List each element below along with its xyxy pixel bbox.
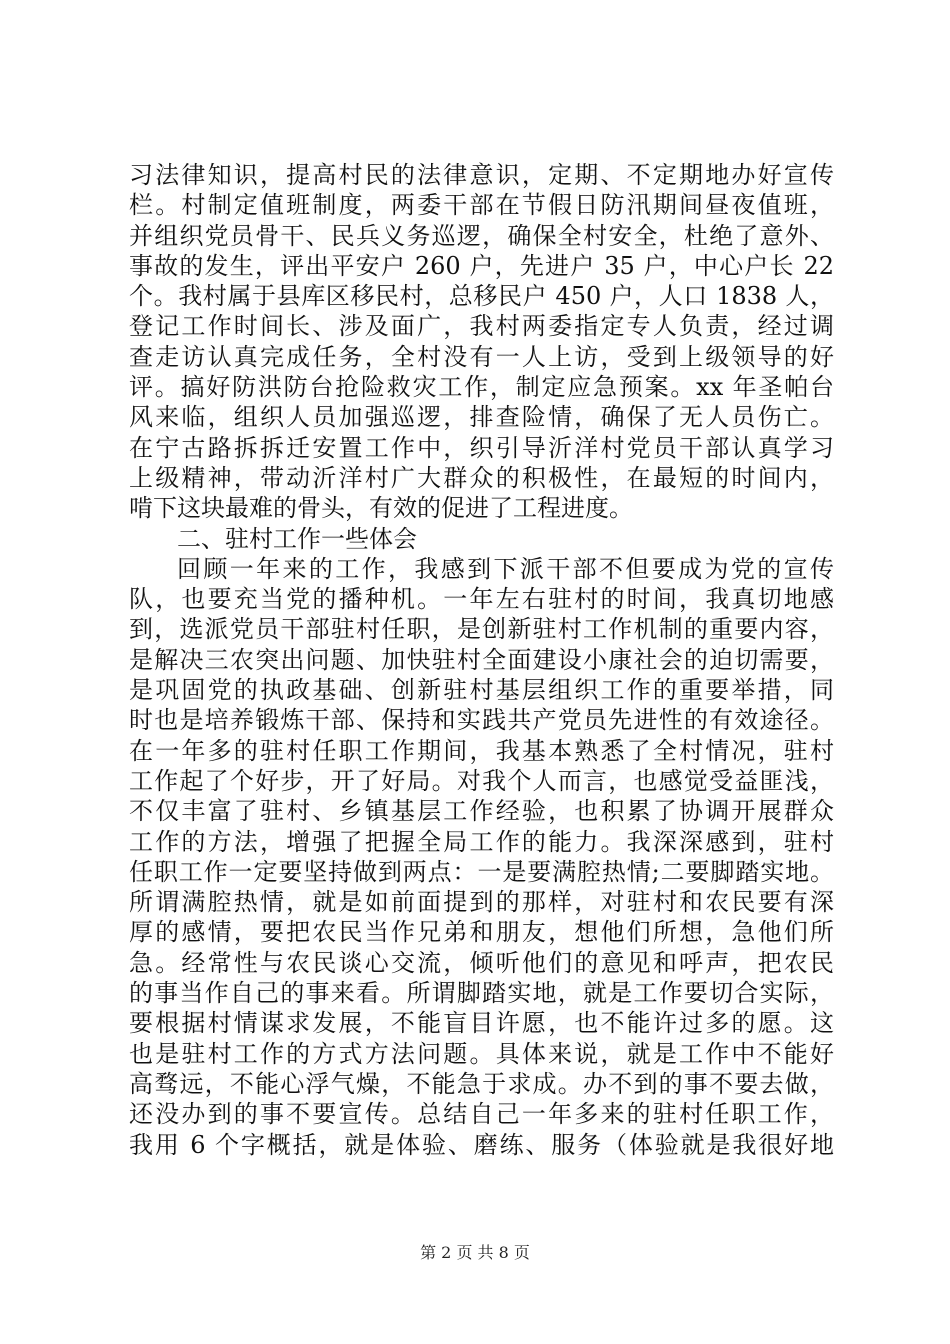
text-line: 还没办到的事不要宣传。总结自己一年多来的驻村任职工作，	[129, 1100, 834, 1129]
text-line: 任职工作一定要坚持做到两点：一是要满腔热情;二要脚踏实地。	[129, 857, 834, 886]
text-line: 高骛远，不能心浮气燥，不能急于求成。办不到的事不要去做，	[129, 1069, 834, 1098]
text-line: 登记工作时间长、涉及面广，我村两委指定专人负责，经过调	[129, 312, 834, 341]
text-line: 在宁古路拆拆迁安置工作中，织引导沂洋村党员干部认真学习	[129, 433, 834, 462]
text-line: 时也是培养锻炼干部、保持和实践共产党员先进性的有效途径。	[129, 706, 834, 735]
text-line: 风来临，组织人员加强巡逻，排查险情，确保了无人员伤亡。	[129, 403, 834, 432]
text-line: 评。搞好防洪防台抢险救灾工作，制定应急预案。xx 年圣帕台	[129, 373, 834, 402]
text-line: 不仅丰富了驻村、乡镇基层工作经验，也积累了协调开展群众	[129, 797, 834, 826]
text-line: 急。经常性与农民谈心交流，倾听他们的意见和呼声，把农民	[129, 948, 834, 977]
text-line: 并组织党员骨干、民兵义务巡逻，确保全村安全，杜绝了意外、	[129, 221, 834, 250]
page-number-footer: 第 2 页 共 8 页	[420, 1243, 530, 1262]
text-line: 工作起了个好步，开了好局。对我个人而言，也感觉受益匪浅，	[129, 766, 834, 795]
text-line: 在一年多的驻村任职工作期间，我基本熟悉了全村情况，驻村	[129, 736, 834, 765]
text-line: 工作的方法，增强了把握全局工作的能力。我深深感到，驻村	[129, 827, 834, 856]
text-line: 也是驻村工作的方式方法问题。具体来说，就是工作中不能好	[129, 1039, 834, 1068]
text-line: 的事当作自己的事来看。所谓脚踏实地，就是工作要切合实际，	[129, 979, 834, 1008]
text-line: 事故的发生，评出平安户 260 户，先进户 35 户，中心户长 22	[129, 251, 834, 280]
text-line: 啃下这块最难的骨头，有效的促进了工程进度。	[129, 494, 633, 523]
text-line: 队，也要充当党的播种机。一年左右驻村的时间，我真切地感	[129, 585, 834, 614]
text-line: 我用 6 个字概括，就是体验、磨练、服务（体验就是我很好地	[129, 1130, 834, 1159]
text-line: 查走访认真完成任务，全村没有一人上访，受到上级领导的好	[129, 342, 834, 371]
text-line: 所谓满腔热情，就是如前面提到的那样，对驻村和农民要有深	[129, 888, 834, 917]
text-line: 栏。村制定值班制度，两委干部在节假日防汛期间昼夜值班，	[129, 191, 834, 220]
text-line: 回顾一年来的工作，我感到下派干部不但要成为党的宣传	[177, 554, 834, 583]
text-line: 厚的感情，要把农民当作兄弟和朋友，想他们所想，急他们所	[129, 918, 834, 947]
text-line: 个。我村属于县库区移民村，总移民户 450 户，人口 1838 人，	[129, 282, 834, 311]
text-line: 习法律知识，提高村民的法律意识，定期、不定期地办好宣传	[129, 161, 834, 189]
document-body	[129, 160, 834, 1160]
text-line: 是巩固党的执政基础、创新驻村基层组织工作的重要举措，同	[129, 676, 834, 705]
text-line: 上级精神，带动沂洋村广大群众的积极性，在最短的时间内，	[129, 463, 834, 492]
text-line: 是解决三农突出问题、加快驻村全面建设小康社会的迫切需要，	[129, 645, 834, 674]
text-line: 到，选派党员干部驻村任职，是创新驻村工作机制的重要内容，	[129, 615, 834, 644]
section-heading: 二、驻村工作一些体会	[177, 524, 417, 553]
text-line: 要根据村情谋求发展，不能盲目许愿，也不能许过多的愿。这	[129, 1009, 834, 1038]
